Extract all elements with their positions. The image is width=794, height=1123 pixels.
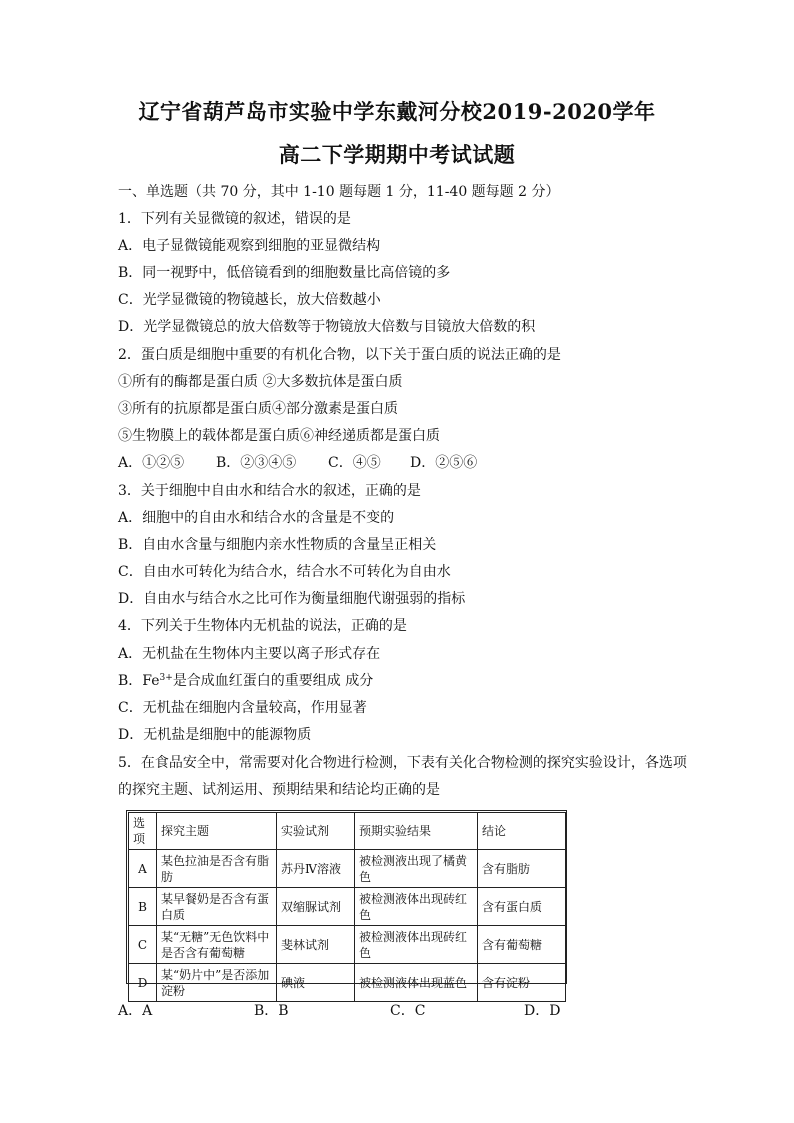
q3-option-b: B．自由水含量与细胞内亲水性物质的含量呈正相关 bbox=[118, 537, 437, 553]
q2-choice-d: D．②⑤⑥ bbox=[410, 455, 478, 471]
exam-title-line2: 高二下学期期中考试试题 bbox=[278, 142, 516, 167]
q2-choice-a: A．①②⑤ bbox=[118, 455, 185, 471]
q5-stem-line2: 的探究主题、试剂运用、预期结果和结论均正确的是 bbox=[118, 782, 440, 798]
table-cell: 含有脂肪 bbox=[478, 850, 566, 888]
q3-stem: 3．关于细胞中自由水和结合水的叙述，正确的是 bbox=[118, 483, 421, 499]
table-cell: 含有葡萄糖 bbox=[478, 926, 566, 964]
q5-choice-c: C．C bbox=[390, 1003, 426, 1019]
table-cell: C bbox=[129, 926, 157, 964]
table-cell: 某色拉油是否含有脂肪 bbox=[157, 850, 277, 888]
q2-statement-1: ①所有的酶都是蛋白质 ②大多数抗体是蛋白质 bbox=[118, 374, 403, 390]
table-header-cell: 选项 bbox=[129, 813, 157, 850]
table-cell: 双缩脲试剂 bbox=[277, 888, 355, 926]
table-cell: 某“奶片中”是否添加淀粉 bbox=[157, 964, 277, 1002]
table-row bbox=[129, 850, 566, 888]
table-cell: D bbox=[129, 964, 157, 1002]
table-cell: 被检测液体出现砖红色 bbox=[355, 888, 478, 926]
q2-stem: 2．蛋白质是细胞中重要的有机化合物，以下关于蛋白质的说法正确的是 bbox=[118, 347, 561, 363]
table-header-cell: 实验试剂 bbox=[277, 813, 355, 850]
table-row bbox=[129, 964, 566, 1002]
q4-option-b-suffix: 是合成血红蛋白的重要组成 成分 bbox=[172, 673, 374, 689]
q4-option-a: A．无机盐在生物体内主要以离子形式存在 bbox=[118, 646, 381, 662]
q2-choice-b: B．②③④⑤ bbox=[216, 455, 297, 471]
q4-option-b-prefix: B．Fe bbox=[118, 673, 160, 689]
q2-choices bbox=[118, 452, 678, 472]
q1-option-d: D．光学显微镜总的放大倍数等于物镜放大倍数与目镜放大倍数的积 bbox=[118, 319, 536, 335]
table-header-row bbox=[129, 813, 566, 850]
table-header-cell: 结论 bbox=[478, 813, 566, 850]
q5-choice-b: B．B bbox=[254, 1003, 289, 1019]
q3-option-a: A．细胞中的自由水和结合水的含量是不变的 bbox=[118, 510, 395, 526]
table-row bbox=[129, 926, 566, 964]
q5-stem-line1: 5．在食品安全中，常需要对化合物进行检测，下表有关化合物检测的探究实验设计，各选项 bbox=[118, 755, 687, 771]
table-cell: 被检测液体出现蓝色 bbox=[355, 964, 478, 1002]
q5-experiment-table bbox=[128, 812, 566, 1002]
table-cell: 被检测液体出现砖红色 bbox=[355, 926, 478, 964]
q4-option-c: C．无机盐在细胞内含量较高，作用显著 bbox=[118, 700, 367, 716]
exam-title-line1: 辽宁省葫芦岛市实验中学东戴河分校2019-2020学年 bbox=[138, 99, 656, 124]
q4-stem: 4．下列关于生物体内无机盐的说法，正确的是 bbox=[118, 618, 407, 634]
table-cell: 含有淀粉 bbox=[478, 964, 566, 1002]
q1-option-b: B．同一视野中，低倍镜看到的细胞数量比高倍镜的多 bbox=[118, 265, 451, 281]
q4-option-b bbox=[118, 670, 373, 690]
table-cell: A bbox=[129, 850, 157, 888]
section-heading: 一、单选题（共 70 分，其中 1-10 题每题 1 分，11-40 题每题 2 分） bbox=[118, 184, 560, 200]
table-cell: 碘液 bbox=[277, 964, 355, 1002]
q2-choice-c: C．④⑤ bbox=[328, 455, 381, 471]
q5-choice-a: A．A bbox=[118, 1003, 153, 1019]
table-header-cell: 探究主题 bbox=[157, 813, 277, 850]
table-cell: 苏丹Ⅳ溶液 bbox=[277, 850, 355, 888]
table-cell: 被检测液出现了橘黄色 bbox=[355, 850, 478, 888]
q4-option-d: D．无机盐是细胞中的能源物质 bbox=[118, 727, 312, 743]
table-cell: 某早餐奶是否含有蛋白质 bbox=[157, 888, 277, 926]
q2-statement-2: ③所有的抗原都是蛋白质④部分激素是蛋白质 bbox=[118, 401, 398, 417]
q3-option-d: D．自由水与结合水之比可作为衡量细胞代谢强弱的指标 bbox=[118, 591, 466, 607]
table-cell: B bbox=[129, 888, 157, 926]
table-cell: 含有蛋白质 bbox=[478, 888, 566, 926]
q2-statement-3: ⑤生物膜上的载体都是蛋白质⑥神经递质都是蛋白质 bbox=[118, 428, 440, 444]
q5-choices bbox=[118, 1000, 678, 1020]
table-cell: 某“无糖”无色饮料中是否含有葡萄糖 bbox=[157, 926, 277, 964]
table-header-cell: 预期实验结果 bbox=[355, 813, 478, 850]
q4-option-b-superscript: 3+ bbox=[159, 673, 173, 683]
q1-option-c: C．光学显微镜的物镜越长，放大倍数越小 bbox=[118, 292, 381, 308]
q3-option-c: C．自由水可转化为结合水，结合水不可转化为自由水 bbox=[118, 564, 451, 580]
table-row bbox=[129, 888, 566, 926]
table-cell: 斐林试剂 bbox=[277, 926, 355, 964]
q1-option-a: A．电子显微镜能观察到细胞的亚显微结构 bbox=[118, 238, 381, 254]
q5-choice-d: D．D bbox=[524, 1003, 561, 1019]
q1-stem: 1．下列有关显微镜的叙述，错误的是 bbox=[118, 211, 351, 227]
